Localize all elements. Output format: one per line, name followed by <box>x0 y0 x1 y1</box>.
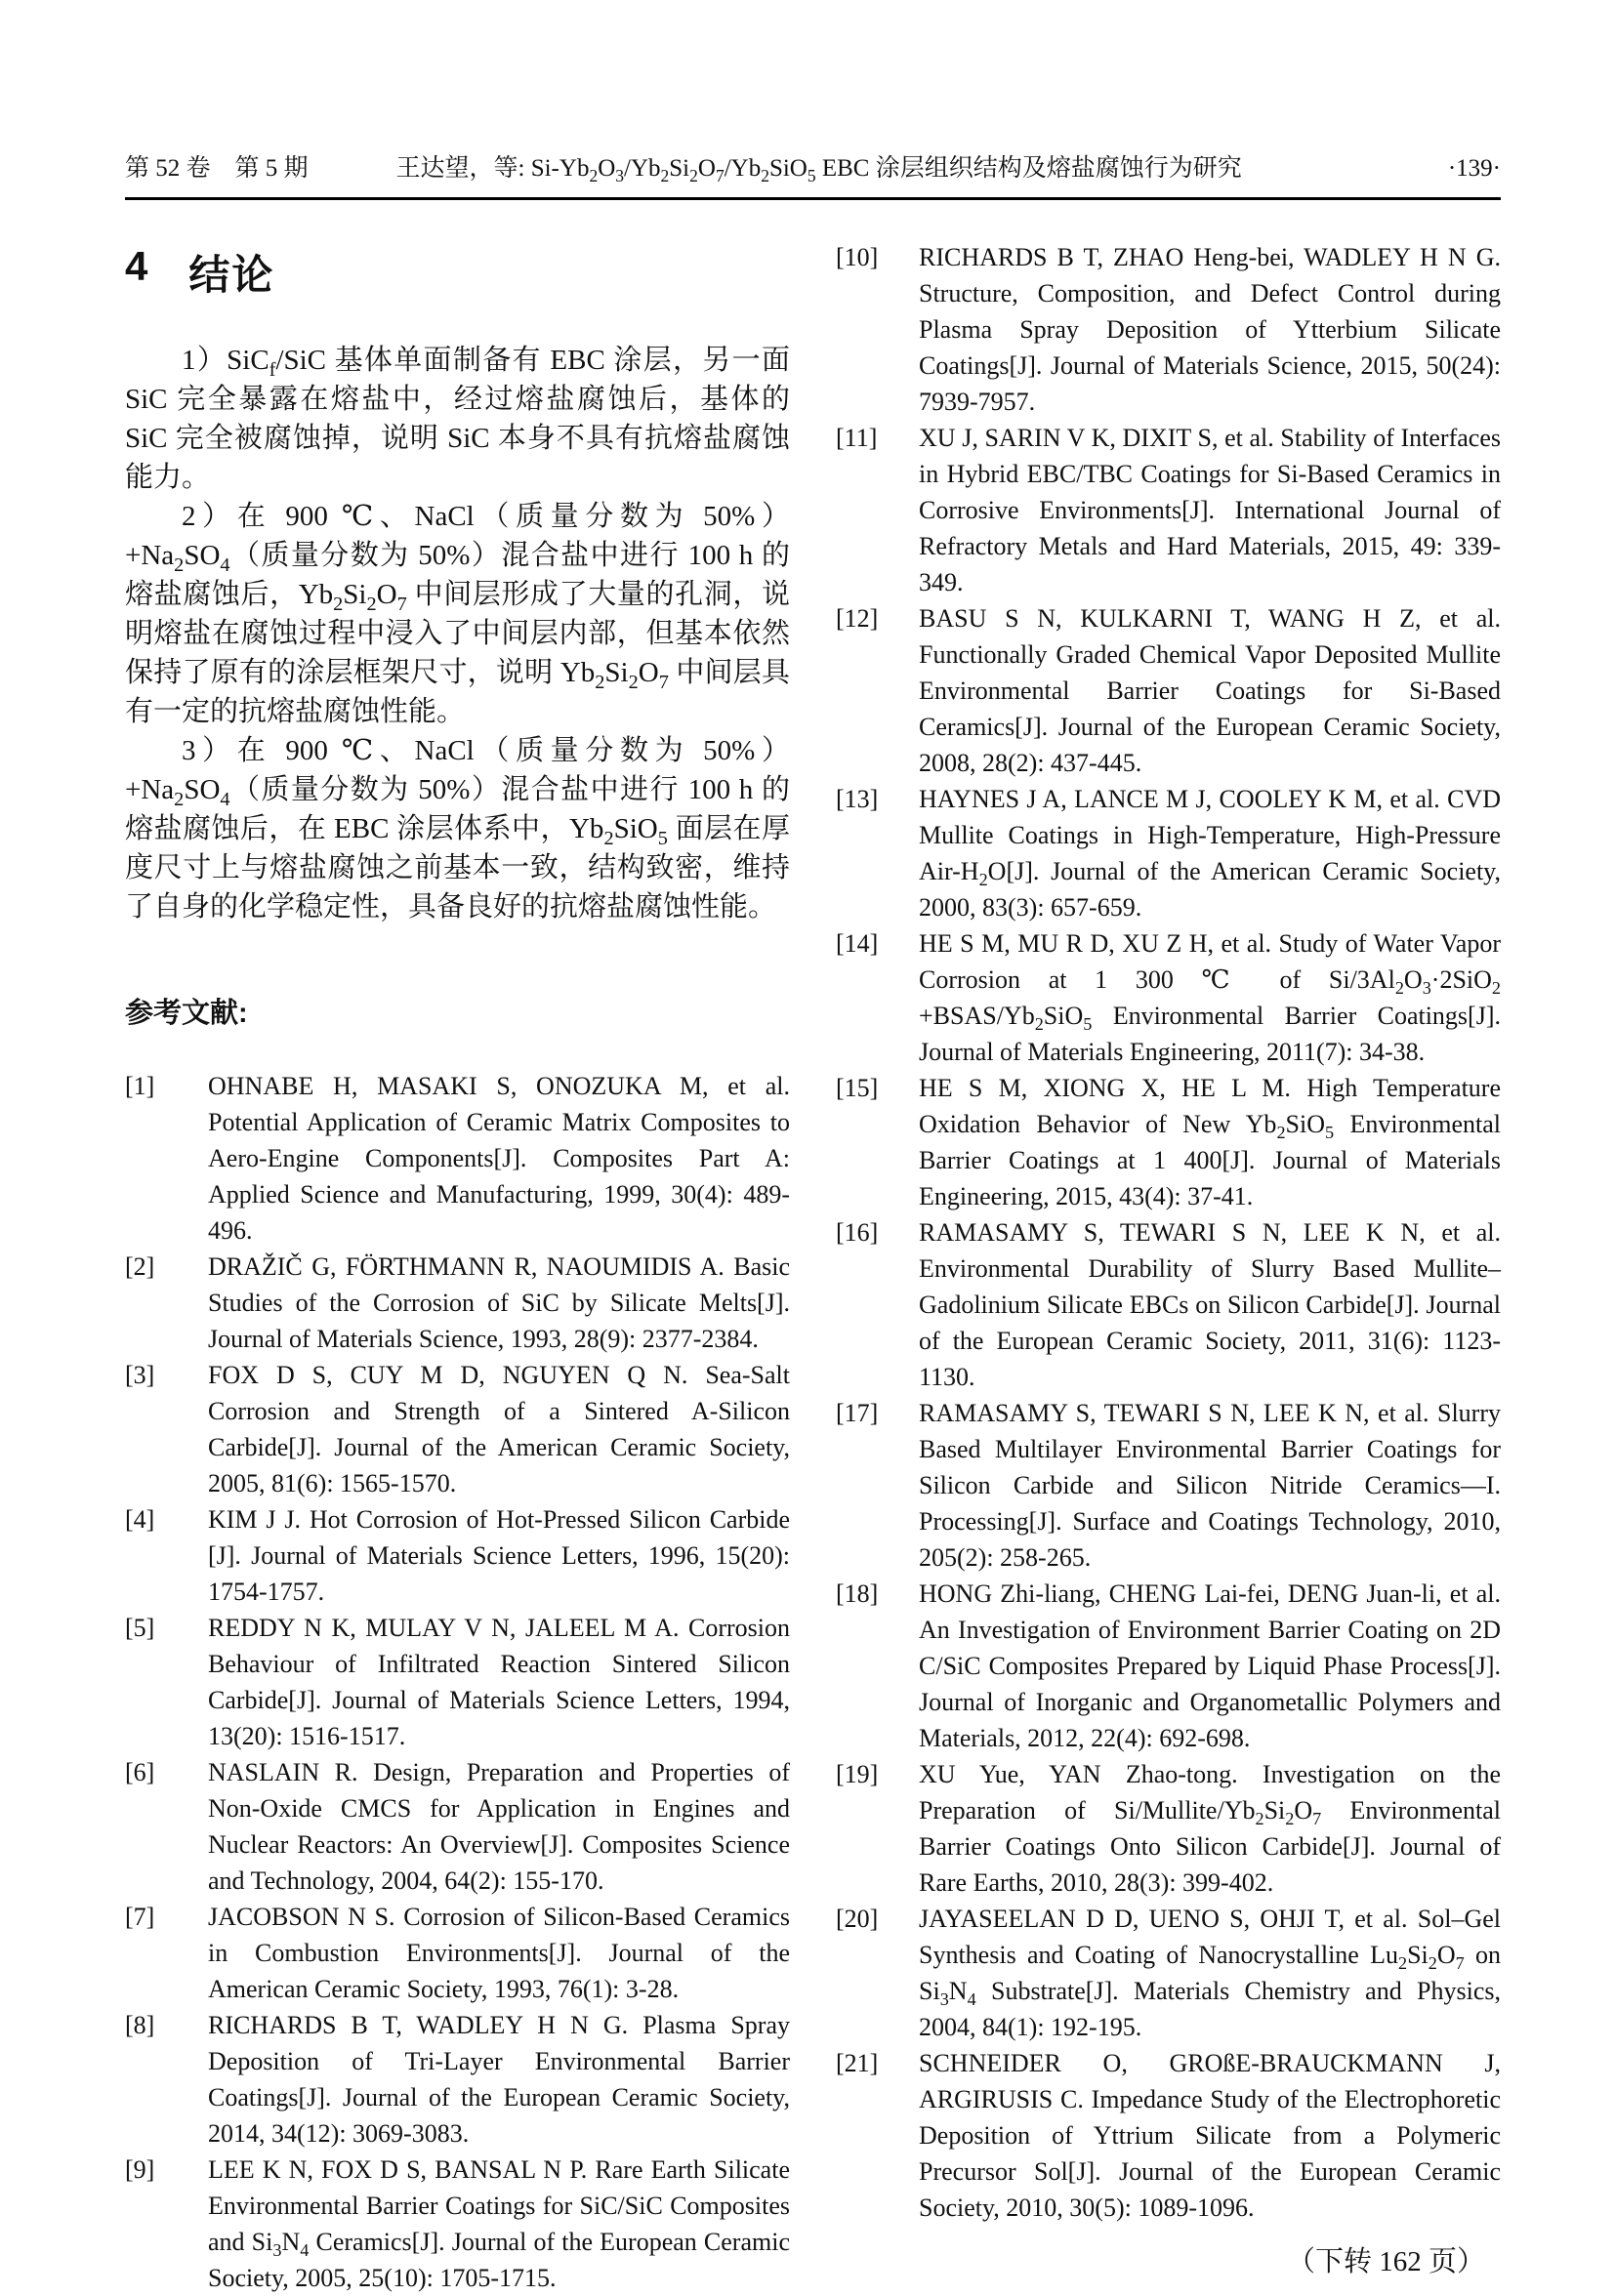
reference-text: NASLAIN R. Design, Preparation and Properties of Non-Oxide CMCS for Application in Engines and Nuclear Reactors: An Overview[J]. Composites Science and Technology, 2004, 64(2): 155-170. <box>208 1758 790 1895</box>
conclusion-paragraph-1: 1）SiC$_f$/SiC 基体单面制备有 EBC 涂层，另一面 SiC 完全暴露在熔盐中，经过熔盐腐蚀后，基体的 SiC 完全被腐蚀掉，说明 SiC 本身不具有抗熔盐腐蚀能力。 <box>125 345 790 493</box>
reference-number: [15] <box>836 1074 879 1102</box>
reference-item <box>836 781 1501 925</box>
two-column-layout <box>125 239 1501 2296</box>
reference-text: FOX D S, CUY M D, NGUYEN Q N. Sea-Salt Corrosion and Strength of a Sintered A-Silicon Carbide[J]. Journal of the American Ceramic Society, 2005, 81(6): 1565-1570. <box>208 1361 790 1497</box>
reference-text: LEE K N, FOX D S, BANSAL N P. Rare Earth Silicate Environmental Barrier Coatings for SiC/SiC Composites and $Si_3N_4$ Ceramics[J]. Journal of the European Ceramic Society, 2005, 25(10): 1705-1715. <box>208 2155 790 2292</box>
reference-text: RICHARDS B T, ZHAO Heng-bei, WADLEY H N G. Structure, Composition, and Defect Control during Plasma Spray Deposition of Ytterbium Silicate Coatings[J]. Journal of Materials Science, 2015, 50(24): 7939-7957. <box>919 243 1501 416</box>
left-column <box>125 239 790 2296</box>
references-heading: 参考文献: <box>125 998 248 1029</box>
page-header <box>125 148 1501 200</box>
reference-item <box>125 1068 790 1249</box>
reference-text: KIM J J. Hot Corrosion of Hot-Pressed Silicon Carbide [J]. Journal of Materials Science Letters, 1996, 15(20): 1754-1757. <box>208 1505 790 1606</box>
reference-number: [21] <box>836 2049 879 2077</box>
reference-number: [16] <box>836 1218 879 1247</box>
reference-item <box>836 600 1501 781</box>
reference-number: [3] <box>125 1361 155 1389</box>
section-heading <box>125 243 790 302</box>
reference-number: [7] <box>125 1903 155 1931</box>
reference-item <box>836 1576 1501 1756</box>
reference-text: RICHARDS B T, WADLEY H N G. Plasma Spray Deposition of Tri-Layer Environmental Barrier Coatings[J]. Journal of the European Ceramic Society, 2014, 34(12): 3069-3083. <box>208 2011 790 2148</box>
reference-number: [1] <box>125 1072 155 1100</box>
reference-item <box>836 1756 1501 1901</box>
reference-text: JACOBSON N S. Corrosion of Silicon-Based Ceramics in Combustion Environments[J]. Journal of the American Ceramic Society, 1993, 76(1): 3-28. <box>208 1903 790 2003</box>
reference-number: [11] <box>836 424 878 452</box>
reference-number: [14] <box>836 929 879 958</box>
reference-number: [12] <box>836 604 879 633</box>
reference-text: HE S M, MU R D, XU Z H, et al. Study of Water Vapor Corrosion at 1 300 ℃ of $Si/3Al_2O_3\cdot 2SiO_2$ $+BSAS/Yb_2SiO_5$ Environmental Barrier Coatings[J]. Journal of Materials Engineering, 2011(7): 34-38. <box>919 929 1501 1066</box>
section-number: 4 <box>125 243 150 289</box>
reference-text: DRAŽIČ G, FÖRTHMANN R, NAOUMIDIS A. Basic Studies of the Corrosion of SiC by Silicate Melts[J]. Journal of Materials Science, 1993, 28(9): 2377-2384. <box>208 1252 790 1353</box>
reference-text: RAMASAMY S, TEWARI S N, LEE K N, et al. Slurry Based Multilayer Environmental Barrier Coatings for Silicon Carbide and Silicon Nitride Ceramics—I. Processing[J]. Surface and Coatings Technology, 2010, 205(2): 258-265. <box>919 1399 1501 1572</box>
reference-number: [19] <box>836 1760 879 1788</box>
reference-text: HAYNES J A, LANCE M J, COOLEY K M, et al. CVD Mullite Coatings in High-Temperature, High-Pressure Air-$H_2O[J]$. Journal of the American Ceramic Society, 2000, 83(3): 657-659. <box>919 785 1501 922</box>
reference-number: [9] <box>125 2155 155 2184</box>
reference-item <box>125 1249 790 1357</box>
reference-item <box>125 1357 790 1501</box>
reference-number: [10] <box>836 243 879 271</box>
reference-number: [20] <box>836 1905 879 1933</box>
reference-text: BASU S N, KULKARNI T, WANG H Z, et al. Functionally Graded Chemical Vapor Deposited Mullite Environmental Barrier Coatings for Si-Based Ceramics[J]. Journal of the European Ceramic Society, 2008, 28(2): 437-445. <box>919 604 1501 777</box>
reference-number: [6] <box>125 1758 155 1786</box>
reference-item <box>836 1214 1501 1395</box>
reference-text: XU J, SARIN V K, DIXIT S, et al. Stability of Interfaces in Hybrid EBC/TBC Coatings for Si-Based Ceramics in Corrosive Environments[J]. International Journal of Refractory Metals and Hard Materials, 2015, 49: 339-349. <box>919 424 1501 596</box>
reference-number: [8] <box>125 2011 155 2039</box>
conclusion-paragraph-3: 3）在 900 ℃、NaCl（质量分数为 $50\%)+Na_2SO_4$（质量分数为 50%）混合盐中进行 100 h 的熔盐腐蚀后，在 EBC 涂层体系中，$Yb_2SiO_5$ 面层在厚度尺寸上与熔盐腐蚀之前基本一致，结构致密，维持了自身的化学稳定性，具备良好的抗熔盐腐蚀性能。 <box>125 735 790 922</box>
reference-item <box>836 420 1501 600</box>
reference-number: [18] <box>836 1579 879 1608</box>
reference-text: RAMASAMY S, TEWARI S N, LEE K N, et al. Environmental Durability of Slurry Based Mullite–Gadolinium Silicate EBCs on Silicon Carbide[J]. Journal of the European Ceramic Society, 2011, 31(6): 1123-1130. <box>919 1218 1501 1391</box>
reference-item <box>836 2045 1501 2226</box>
reference-item <box>836 1070 1501 1214</box>
header-issue-label: 第 52 卷 第 5 期 <box>125 155 309 182</box>
right-column <box>836 239 1501 2296</box>
reference-text: OHNABE H, MASAKI S, ONOZUKA M, et al. Potential Application of Ceramic Matrix Composites to Aero-Engine Components[J]. Composites Part A: Applied Science and Manufacturing, 1999, 30(4): 489-496. <box>208 1072 790 1245</box>
reference-number: [17] <box>836 1399 879 1427</box>
continuation-note: （下转 162 页） <box>1286 2246 1485 2277</box>
reference-item <box>125 1754 790 1899</box>
reference-number: [4] <box>125 1505 155 1534</box>
reference-item <box>125 1899 790 2007</box>
reference-item <box>836 1395 1501 1576</box>
reference-text: HE S M, XIONG X, HE L M. High Temperature Oxidation Behavior of New $Yb_2SiO_5$ Environmental Barrier Coatings at 1 400[J]. Journal of Materials Engineering, 2015, 43(4): 37-41. <box>919 1074 1502 1210</box>
section-title: 结论 <box>188 252 275 298</box>
reference-text: XU Yue, YAN Zhao-tong. Investigation on the Preparation of $Si/Mullite/Yb_2Si_2O_7$ Environmental Barrier Coatings Onto Silicon Carbide[J]. Journal of Rare Earths, 2010, 28(3): 399-402. <box>919 1760 1502 1897</box>
header-page-number: ·139· <box>1447 155 1501 182</box>
reference-number: [13] <box>836 785 879 813</box>
conclusion-paragraph-2: 2）在 900 ℃、NaCl（质量分数为 $50\%)+Na_2SO_4$（质量分数为 50%）混合盐中进行 100 h 的熔盐腐蚀后，$Yb_2Si_2O_7$ 中间层形成了大量的孔洞，说明熔盐在腐蚀过程中浸入了中间层内部，但基本依然保持了原有的涂层框架尺寸，说明 $Yb_2Si_2O_7$ 中间层具有一定的抗熔盐腐蚀性能。 <box>125 501 790 727</box>
reference-text: SCHNEIDER O, GROßE-BRAUCKMANN J, ARGIRUSIS C. Impedance Study of the Electrophoretic Deposition of Yttrium Silicate from a Polymeric Precursor Sol[J]. Journal of the European Ceramic Society, 2010, 30(5): 1089-1096. <box>919 2049 1501 2222</box>
reference-item <box>125 1501 790 1610</box>
reference-number: [2] <box>125 1252 155 1281</box>
header-running-title: 王达望，等: $Si-Yb_2O_3/Yb_2Si_2O_7/Yb_2SiO_5$ EBC 涂层组织结构及熔盐腐蚀行为研究 <box>395 155 1242 185</box>
reference-number: [5] <box>125 1614 155 1642</box>
reference-item <box>836 925 1501 1070</box>
reference-text: JAYASEELAN D D, UENO S, OHJI T, et al. Sol–Gel Synthesis and Coating of Nanocrystalline $Lu_2Si_2O_7$ on $Si_3N_4$ Substrate[J]. Materials Chemistry and Physics, 2004, 84(1): 192-195. <box>919 1905 1502 2041</box>
reference-text: HONG Zhi-liang, CHENG Lai-fei, DENG Juan-li, et al. An Investigation of Environment Barrier Coating on 2D C/SiC Composites Prepared by Liquid Phase Process[J]. Journal of Inorganic and Organometallic Polymers and Materials, 2012, 22(4): 692-698. <box>919 1579 1501 1752</box>
reference-item <box>125 2007 790 2152</box>
reference-item <box>836 239 1501 420</box>
page <box>125 0 1501 2296</box>
reference-item <box>836 1901 1501 2045</box>
reference-text: REDDY N K, MULAY V N, JALEEL M A. Corrosion Behaviour of Infiltrated Reaction Sintered Silicon Carbide[J]. Journal of Materials Science Letters, 1994, 13(20): 1516-1517. <box>208 1614 790 1750</box>
reference-item <box>125 2152 790 2296</box>
reference-item <box>125 1610 790 1754</box>
